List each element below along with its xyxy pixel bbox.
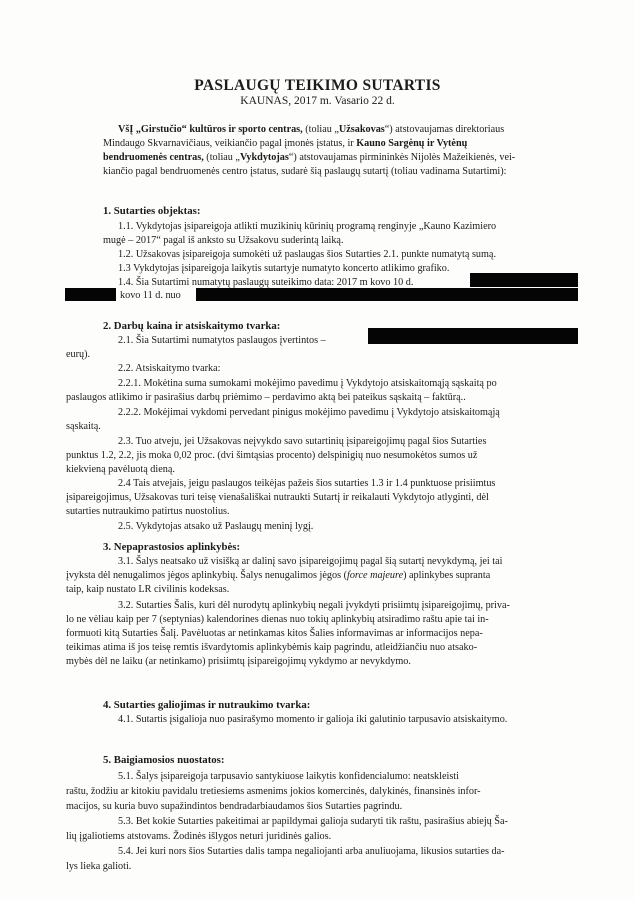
document-title: PASLAUGŲ TEIKIMO SUTARTIS (194, 77, 441, 94)
s4-line: 4.1. Sutartis įsigalioja nuo pasirašymo momento ir galioja iki galutinio tarpusavio atsiskaitymo. (118, 714, 508, 725)
s5-line: macijos, su kuria buvo supažindintos bendradarbiaudamos šios Sutarties pagrindu. (66, 801, 403, 812)
s2-line: 2.1. Šia Sutartimi numatytos paslaugos įvertintos – (118, 335, 326, 346)
s2-line: 2.2.1. Mokėtina suma sumokami mokėjimo pavedimu į Vykdytojo atsiskaitomąją sąskaitą po (118, 378, 497, 389)
intro-line-2: Mindaugo Skvarnavičiaus, veikiančio pagal įmonės įstatus, ir Kauno Sargėnų ir Vytėnų (103, 138, 468, 149)
s2-line: 2.2. Atsiskaitymo tvarka: (118, 363, 221, 374)
s5-line: lių įgaliotiems atstovams. Žodinės išlygos neturi juridinės galios. (66, 831, 332, 842)
s2-line: 2.3. Tuo atveju, jei Užsakovas neįvykdo savo sutartinių įsipareigojimų pagal šios Sutarties (118, 436, 487, 447)
s2-line: 2.5. Vykdytojas atsako už Paslaugų meninį lygį. (118, 521, 314, 532)
s5-line: 5.4. Jei kuri nors šios Sutarties dalis tampa negaliojanti arba anuliuojama, likusios sutarties da- (118, 846, 505, 857)
redaction-box (196, 288, 578, 301)
s3-line: teikimas atima iš jos teisę remtis išvardytomis aplinkybėmis kaip pagrindu, atleidžiančiu nuo atsako- (66, 642, 478, 653)
s3-line: 3.2. Sutarties Šalis, kuri dėl nurodytų aplinkybių negali įvykdyti prisiimtų įsipareigojimų, priva- (118, 600, 510, 611)
s1-line: mugė – 2017“ pagal iš anksto su Užsakovu suderintą laiką. (103, 235, 344, 246)
s5-line: 5.1. Šalys įsipareigoja tarpusavio santykiuose laikytis konfidencialumo: neatskleisti (118, 771, 459, 782)
s3-line: taip, kaip nustato LR civilinis kodeksas. (66, 584, 230, 595)
s1-line: 1.3 Vykdytojas įsipareigoja laikytis sutartyje numatyto koncerto atlikimo grafiko. (118, 263, 450, 274)
s2-line: įsipareigojimus, Užsakovas turi teisę vienašališkai nutraukti Sutartį ir reikalauti Vykdytojo atlyginti, dėl (66, 492, 489, 503)
s3-line: formuoti kitą Sutarties Šalį. Pavėluotas ar netinkamas kitos Šalies informavimas ar informacijos nepa- (66, 628, 483, 639)
s2-line: 2.4 Tais atvejais, jeigu paslaugos teikėjas pažeis šios sutarties 1.3 ir 1.4 punktuose prisiimtus (118, 478, 496, 489)
intro-line-3: bendruomenės centras, (toliau „Vykdytojas“) atstovaujamas pirmininkės Nijolės Mažeikienės, vei- (103, 152, 516, 163)
s1-line: kovo 11 d. nuo (120, 290, 181, 301)
s1-line: 1.1. Vykdytojas įsipareigoja atlikti muzikinių kūrinių programą renginyje „Kauno Kazimiero (118, 221, 497, 232)
redaction-box (470, 273, 578, 287)
s3-line: įvyksta dėl nenugalimos jėgos aplinkybių. Šalys nenugalimos jėgos (force majeure) aplinkybes supranta (66, 570, 491, 581)
s1-line: 1.4. Šia Sutartimi numatytų paslaugų suteikimo data: 2017 m kovo 10 d. (118, 277, 414, 288)
redaction-box (65, 288, 116, 301)
place-date: KAUNAS, 2017 m. Vasario 22 d. (240, 95, 395, 107)
s3-line: lo ne vėliau kaip per 7 (septynias) kalendorines dienas nuo tokių aplinkybių atsiradimo raštu apie tai in- (66, 614, 489, 625)
section-5-heading: 5. Baigiamosios nuostatos: (103, 754, 225, 766)
s2-line: eurų). (66, 349, 91, 360)
section-4-heading: 4. Sutarties galiojimas ir nutraukimo tvarka: (103, 699, 311, 711)
section-3-heading: 3. Nepaprastosios aplinkybės: (103, 541, 241, 553)
s1-line: 1.2. Užsakovas įsipareigoja sumokėti už paslaugas šios Sutarties 2.1. punkte numatytą sumą. (118, 249, 497, 260)
s5-line: raštu, žodžiu ar kitokiu pavidalu tretiesiems asmenims jokios komercinės, dalykinės, finansinės infor- (66, 786, 481, 797)
s2-line: 2.2.2. Mokėjimai vykdomi pervedant pinigus mokėjimo pavedimu į Vykdytojo atsiskaitomąją (118, 407, 500, 418)
s2-line: sutarties nutraukimo patirtus nuostolius. (66, 506, 230, 517)
s5-line: lys lieka galioti. (66, 861, 132, 872)
intro-line-1: VšĮ „Girstučio“ kultūros ir sporto centras, (toliau „Užsakovas“) atstovaujamas direktoriaus (118, 124, 505, 135)
s3-line: 3.1. Šalys neatsako už visišką ar dalinį savo įsipareigojimų pagal šią sutartį nevykdymą, jei tai (118, 556, 503, 567)
s2-line: sąskaitą. (66, 421, 101, 432)
s2-line: paslaugos atlikimo ir pasirašius darbų priėmimo – perdavimo aktą bei pateikus sąskaitą – faktūrą.. (66, 392, 466, 403)
s2-line: punktus 1.2, 2.2, jis moka 0,02 proc. (dvi šimtąsias procento) delspinigių nuo nesumokėtos sumos už (66, 450, 478, 461)
section-1-heading: 1. Sutarties objektas: (103, 205, 201, 217)
section-2-heading: 2. Darbų kaina ir atsiskaitymo tvarka: (103, 320, 281, 332)
s5-line: 5.3. Bet kokie Sutarties pakeitimai ar papildymai galioja sudaryti tik raštu, pasirašius abiejų Ša- (118, 816, 508, 827)
s2-line: kiekvieną pavėluotą dieną. (66, 464, 175, 475)
s3-line: mybės dėl ne laiku (ar netinkamo) prisiimtų įsipareigojimų vykdymo ar nevykdymo. (66, 656, 411, 667)
intro-line-4: kiančio pagal bendruomenės centro įstatus, sudarė šią paslaugų sutartį (toliau vadinama Sutartimi): (103, 166, 507, 177)
redaction-box (368, 328, 578, 344)
